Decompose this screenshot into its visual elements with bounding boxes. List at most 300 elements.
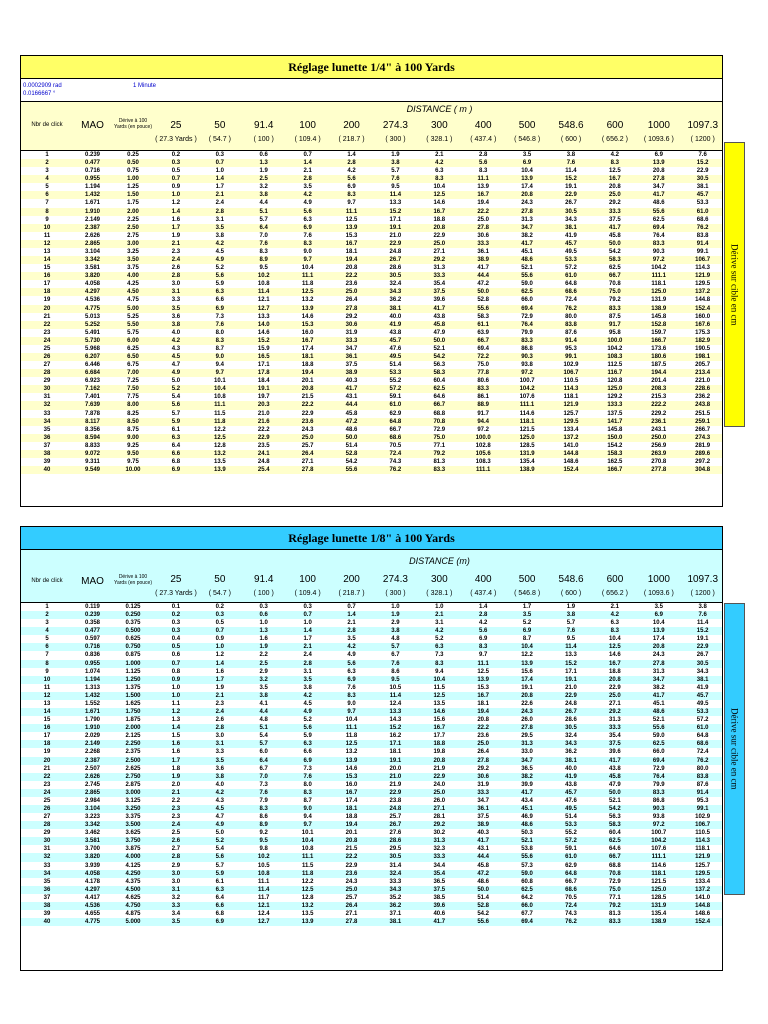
value-cell: 76.2 [565, 919, 577, 926]
distance-header-11: 1000 [647, 120, 670, 131]
value-cell: 37.5 [609, 741, 621, 748]
value-cell: 50.0 [609, 789, 621, 796]
value-cell: 14.3 [389, 717, 402, 724]
value-cell: 8.3 [303, 789, 312, 796]
value-cell: 145.8 [651, 313, 667, 320]
table-row [21, 175, 722, 183]
value-cell: 4.9 [171, 370, 181, 377]
value-cell: 83.3 [477, 386, 490, 393]
mao-cell: 9.311 [85, 459, 100, 466]
value-cell: 97.2 [652, 822, 665, 829]
value-cell: 105.6 [475, 450, 491, 457]
derive-cell: 1.000 [125, 660, 141, 667]
value-cell: 3.5 [654, 604, 663, 610]
derive-cell: 4.125 [125, 862, 141, 869]
value-cell: 59.0 [521, 281, 533, 288]
distance-header-3: 100 [299, 120, 316, 131]
value-cell: 2.4 [171, 822, 181, 829]
value-cell: 27.1 [433, 248, 446, 255]
value-cell: 66.7 [389, 426, 402, 433]
value-cell: 0.7 [303, 612, 312, 619]
click-cell: 33 [43, 410, 51, 417]
value-cell: 72.4 [389, 450, 402, 457]
value-cell: 4.5 [215, 248, 224, 255]
value-cell: 54.2 [477, 911, 490, 918]
distance-label: DISTANCE (m) [409, 556, 470, 566]
mao-cell: 1.432 [84, 192, 100, 199]
derive-cell: 2.125 [125, 733, 141, 740]
derive-cell: 2.50 [127, 224, 139, 231]
value-cell: 2.4 [215, 200, 224, 207]
mao-cell: 9.072 [84, 450, 100, 457]
distance-header-8: 500 [518, 120, 536, 131]
value-cell: 1.8 [171, 765, 181, 772]
value-cell: 26.7 [389, 257, 402, 264]
value-cell: 45.1 [521, 806, 533, 812]
value-cell: 5.6 [479, 160, 488, 167]
value-cell: 289.6 [695, 450, 711, 457]
table-row [21, 829, 722, 837]
value-cell: 0.5 [171, 168, 181, 175]
value-cell: 11.4 [565, 644, 577, 651]
derive-cell: 1.125 [125, 668, 141, 675]
value-cell: 19.4 [477, 709, 490, 716]
derive-cell: 4.750 [125, 902, 141, 909]
click-cell: 11 [43, 232, 51, 239]
value-cell: 69.4 [652, 757, 665, 764]
derive-cell: 4.50 [127, 289, 139, 296]
value-cell: 22.2 [301, 402, 314, 409]
value-cell: 3.5 [347, 636, 356, 643]
click-cell: 34 [43, 418, 51, 425]
value-cell: 22.9 [345, 862, 358, 869]
value-cell: 17.1 [565, 668, 577, 675]
yards-header-10: ( 656.2 ) [601, 136, 628, 143]
click-cell: 19 [43, 749, 51, 756]
value-cell: 22.9 [609, 684, 621, 691]
value-cell: 25.7 [389, 814, 402, 821]
value-cell: 17.7 [433, 733, 446, 740]
derive-cell: 10.00 [125, 467, 141, 474]
value-cell: 13.9 [345, 757, 358, 764]
value-cell: 10.8 [257, 281, 270, 288]
value-cell: 133.4 [695, 878, 711, 885]
table-row [21, 450, 722, 458]
value-cell: 49.5 [565, 806, 577, 812]
value-cell: 1.2 [215, 652, 224, 659]
value-cell: 2.8 [303, 176, 312, 183]
value-cell: 2.8 [171, 854, 181, 861]
value-cell: 9.0 [303, 806, 312, 812]
derive-cell: 9.75 [127, 459, 139, 466]
value-cell: 18.8 [609, 668, 621, 675]
distance-header-2: 91.4 [254, 574, 274, 585]
value-cell: 19.8 [433, 749, 446, 756]
value-cell: 145.8 [607, 426, 623, 433]
click-cell: 16 [43, 725, 51, 732]
value-cell: 25.0 [345, 289, 358, 296]
value-cell: 6.4 [171, 442, 181, 449]
derive-cell: 4.000 [125, 854, 141, 861]
value-cell: 3.8 [215, 232, 224, 239]
value-cell: 13.9 [652, 160, 665, 167]
value-cell: 1.9 [566, 604, 576, 610]
value-cell: 11.8 [345, 733, 358, 740]
value-cell: 1.4 [171, 208, 181, 215]
value-cell: 133.3 [607, 402, 623, 409]
value-cell: 52.1 [652, 717, 665, 724]
click-cell: 7 [45, 200, 49, 207]
value-cell: 55.6 [652, 208, 665, 215]
value-cell: 27.8 [521, 725, 533, 732]
derive-cell: 3.375 [125, 814, 141, 821]
value-cell: 7.6 [391, 660, 400, 667]
value-cell: 8.0 [303, 781, 312, 788]
value-cell: 150.0 [607, 434, 623, 441]
value-cell: 8.3 [435, 176, 444, 183]
value-cell: 95.8 [609, 329, 621, 336]
derive-cell: 1.750 [125, 709, 141, 716]
value-cell: 250.0 [651, 434, 667, 441]
value-cell: 72.9 [521, 313, 533, 320]
value-cell: 9.0 [303, 248, 312, 255]
value-cell: 95.3 [696, 797, 709, 804]
value-cell: 14.6 [433, 709, 446, 716]
value-cell: 28.6 [389, 838, 402, 845]
value-cell: 52.1 [521, 265, 533, 272]
value-cell: 10.8 [301, 846, 314, 853]
value-cell: 12.7 [257, 919, 270, 926]
value-cell: 83.3 [609, 919, 621, 926]
value-cell: 25.7 [301, 442, 314, 449]
value-cell: 4.7 [215, 814, 224, 821]
value-cell: 9.5 [391, 184, 400, 191]
value-cell: 131.9 [651, 297, 667, 304]
value-cell: 41.7 [433, 919, 446, 926]
value-cell: 53.3 [696, 709, 709, 716]
value-cell: 20.8 [345, 265, 358, 272]
value-cell: 19.1 [389, 757, 402, 764]
derive-cell: 9.25 [127, 442, 139, 449]
yards-header-12: ( 1200 ) [690, 136, 715, 143]
value-cell: 6.3 [171, 434, 181, 441]
value-cell: 53.3 [565, 257, 577, 264]
derive-cell: 4.875 [125, 911, 141, 918]
table-2-header [21, 550, 722, 603]
value-cell: 10.5 [389, 684, 402, 691]
value-cell: 104.2 [519, 386, 535, 393]
value-cell: 7.6 [259, 789, 268, 796]
value-cell: 3.1 [303, 668, 312, 675]
table-row [21, 660, 722, 668]
value-cell: 121.9 [563, 402, 579, 409]
value-cell: 34.4 [433, 862, 446, 869]
value-cell: 138.9 [651, 919, 667, 926]
distance-header-12: 1097.3 [687, 120, 719, 131]
value-cell: 52.1 [521, 838, 533, 845]
value-cell: 5.0 [171, 378, 181, 385]
value-cell: 2.1 [171, 789, 181, 796]
value-cell: 55.6 [477, 919, 490, 926]
value-cell: 12.5 [301, 289, 314, 296]
value-cell: 36.2 [389, 902, 402, 909]
value-cell: 2.4 [215, 709, 224, 716]
value-cell: 5.2 [215, 838, 224, 845]
value-cell: 111.1 [651, 273, 666, 280]
value-cell: 26.4 [477, 749, 490, 756]
value-cell: 1.4 [303, 160, 312, 167]
col-derive-header: Dérive à 100 Yards (en pouce) [114, 118, 152, 130]
value-cell: 5.7 [391, 168, 400, 175]
value-cell: 72.9 [433, 426, 446, 433]
value-cell: 8.9 [259, 257, 268, 264]
table-row [21, 700, 722, 708]
value-cell: 5.7 [566, 620, 576, 627]
table-row [21, 765, 722, 773]
mao-cell: 2.626 [84, 232, 100, 239]
value-cell: 5.2 [303, 717, 312, 724]
table-row [21, 611, 722, 619]
derive-cell: 5.50 [127, 321, 139, 328]
value-cell: 21.6 [257, 418, 270, 425]
value-cell: 19.1 [696, 636, 709, 643]
value-cell: 27.1 [433, 806, 446, 812]
value-cell: 72.4 [565, 297, 577, 304]
value-cell: 57.2 [565, 265, 577, 272]
value-cell: 10.4 [521, 168, 533, 175]
value-cell: 86.8 [652, 797, 665, 804]
value-cell: 24.3 [521, 200, 533, 207]
value-cell: 55.6 [477, 305, 490, 312]
value-cell: 41.7 [477, 838, 490, 845]
table-row [21, 862, 722, 870]
table-row [21, 369, 722, 377]
value-cell: 4.3 [171, 345, 181, 352]
click-cell: 6 [45, 192, 49, 199]
value-cell: 0.2 [171, 612, 181, 619]
distance-header-9: 548.6 [558, 574, 584, 585]
value-cell: 1.4 [215, 660, 224, 667]
value-cell: 4.2 [215, 789, 224, 796]
value-cell: 17.1 [257, 362, 270, 369]
table-row [21, 410, 722, 418]
yards-header-0: ( 27.3 Yards ) [155, 590, 197, 597]
value-cell: 4.8 [391, 636, 400, 643]
value-cell: 32.3 [433, 846, 446, 853]
table-2-title: Réglage lunette 1/8" à 100 Yards [21, 527, 722, 550]
distance-header-9: 548.6 [558, 120, 584, 131]
value-cell: 5.6 [479, 628, 488, 635]
distance-header-7: 400 [474, 574, 492, 585]
value-cell: 9.5 [259, 265, 268, 272]
value-cell: 6.1 [215, 878, 224, 885]
yards-header-8: ( 546.8 ) [514, 136, 541, 143]
derive-cell: 7.25 [127, 378, 139, 385]
value-cell: 31.3 [609, 717, 621, 724]
value-cell: 4.2 [435, 628, 444, 635]
value-cell: 11.7 [258, 894, 270, 901]
table-row [21, 781, 722, 789]
value-cell: 48.6 [345, 426, 358, 433]
value-cell: 47.2 [477, 870, 490, 877]
value-cell: 33.3 [609, 725, 621, 732]
value-cell: 60.4 [433, 378, 446, 385]
value-cell: 45.7 [696, 692, 709, 699]
derive-cell: 4.25 [127, 281, 139, 288]
value-cell: 18.1 [477, 700, 490, 707]
value-cell: 57.2 [389, 386, 402, 393]
derive-cell: 8.00 [127, 402, 139, 409]
table-row [21, 151, 722, 159]
yards-header-4: ( 218.7 ) [338, 590, 365, 597]
derive-cell: 5.000 [125, 919, 141, 926]
value-cell: 13.3 [565, 652, 577, 659]
value-cell: 6.0 [259, 749, 268, 756]
value-cell: 18.8 [345, 814, 358, 821]
value-cell: 76.4 [652, 773, 665, 780]
value-cell: 25.0 [609, 692, 621, 699]
mao-cell: 4.536 [84, 297, 100, 304]
value-cell: 3.3 [215, 749, 224, 756]
value-cell: 2.0 [171, 781, 181, 788]
value-cell: 7.6 [698, 152, 707, 158]
value-cell: 228.6 [695, 386, 711, 393]
value-cell: 1.9 [259, 168, 268, 175]
value-cell: 11.4 [389, 692, 402, 699]
value-cell: 38.1 [389, 919, 402, 926]
value-cell: 175.3 [695, 329, 711, 336]
value-cell: 48.6 [521, 822, 533, 829]
value-cell: 1.0 [171, 684, 181, 691]
value-cell: 8.3 [347, 192, 356, 199]
value-cell: 166.7 [607, 467, 623, 474]
yards-header-1: ( 54.7 ) [208, 590, 231, 597]
value-cell: 29.2 [433, 257, 446, 264]
value-cell: 4.2 [215, 240, 224, 247]
value-cell: 25.0 [477, 216, 490, 223]
value-cell: 1.9 [391, 152, 400, 158]
value-cell: 16.7 [345, 240, 358, 247]
mao-cell: 8.594 [84, 434, 100, 441]
click-cell: 25 [43, 345, 51, 352]
value-cell: 6.6 [215, 902, 224, 909]
derive-cell: 8.25 [127, 410, 139, 417]
derive-cell: 0.50 [127, 160, 139, 167]
value-cell: 38.2 [521, 773, 533, 780]
value-cell: 114.6 [651, 862, 667, 869]
mao-cell: 5.730 [84, 337, 100, 344]
value-cell: 31.3 [433, 838, 446, 845]
value-cell: 281.9 [695, 442, 711, 449]
value-cell: 38.2 [652, 684, 665, 691]
value-cell: 90.3 [652, 248, 665, 255]
table-row [21, 329, 722, 337]
value-cell: 60.4 [609, 830, 621, 837]
mao-cell: 7.401 [84, 394, 100, 401]
value-cell: 38.9 [345, 370, 358, 377]
value-cell: 13.9 [652, 628, 665, 635]
value-cell: 138.9 [519, 467, 535, 474]
value-cell: 3.5 [522, 152, 532, 158]
value-cell: 40.3 [477, 830, 490, 837]
value-cell: 121.5 [651, 878, 667, 885]
value-cell: 81.3 [609, 911, 621, 918]
value-cell: 221.0 [695, 378, 711, 385]
click-cell: 30 [43, 838, 51, 845]
value-cell: 51.4 [565, 814, 577, 821]
value-cell: 6.9 [479, 636, 488, 643]
value-cell: 1.2 [171, 200, 181, 207]
value-cell: 6.9 [654, 612, 663, 619]
value-cell: 22.2 [345, 854, 358, 861]
value-cell: 6.3 [435, 168, 444, 175]
value-cell: 38.1 [565, 757, 577, 764]
distance-header-1: 50 [214, 120, 226, 131]
value-cell: 2.3 [215, 700, 224, 707]
value-cell: 5.4 [171, 394, 181, 401]
yards-header-1: ( 54.7 ) [208, 136, 231, 143]
value-cell: 6.1 [171, 426, 181, 433]
click-cell: 15 [43, 265, 51, 272]
value-cell: 118.1 [651, 281, 667, 288]
value-cell: 20.8 [521, 692, 533, 699]
value-cell: 5.1 [259, 725, 268, 732]
value-cell: 0.6 [259, 152, 268, 158]
click-cell: 35 [43, 878, 51, 885]
value-cell: 21.9 [389, 781, 402, 788]
value-cell: 3.2 [259, 676, 268, 683]
value-cell: 80.0 [565, 313, 577, 320]
value-cell: 1.4 [347, 612, 356, 619]
mao-cell: 0.239 [84, 612, 100, 619]
value-cell: 0.8 [171, 668, 181, 675]
mao-cell: 7.878 [84, 410, 100, 417]
value-cell: 22.2 [477, 208, 490, 215]
value-cell: 13.9 [345, 224, 358, 231]
value-cell: 0.2 [171, 152, 181, 158]
value-cell: 24.8 [389, 806, 402, 812]
value-cell: 36.1 [345, 354, 358, 360]
value-cell: 24.3 [301, 426, 314, 433]
derive-cell: 1.625 [125, 700, 141, 707]
value-cell: 70.8 [609, 281, 621, 288]
value-cell: 6.4 [215, 894, 224, 901]
click-cell: 36 [43, 886, 51, 893]
table-row [21, 272, 722, 280]
value-cell: 86.8 [521, 345, 533, 352]
value-cell: 5.9 [215, 870, 224, 877]
value-cell: 11.8 [301, 870, 314, 877]
value-cell: 43.4 [521, 797, 533, 804]
value-cell: 58.3 [477, 313, 490, 320]
mao-cell: 4.178 [84, 878, 100, 885]
value-cell: 16.7 [477, 192, 490, 199]
value-cell: 34.3 [565, 741, 577, 748]
value-cell: 100.7 [651, 830, 667, 837]
value-cell: 29.2 [433, 822, 446, 829]
value-cell: 15.2 [389, 725, 402, 732]
table-2-side-label [724, 603, 745, 895]
mao-cell: 5.252 [84, 321, 100, 328]
value-cell: 20.8 [652, 644, 665, 651]
table-row [21, 878, 722, 886]
table-row [21, 426, 722, 434]
value-cell: 54.2 [609, 248, 621, 255]
click-cell: 30 [43, 386, 51, 393]
value-cell: 79.2 [609, 902, 621, 909]
value-cell: 13.9 [477, 676, 490, 683]
value-cell: 111.1 [476, 467, 491, 474]
